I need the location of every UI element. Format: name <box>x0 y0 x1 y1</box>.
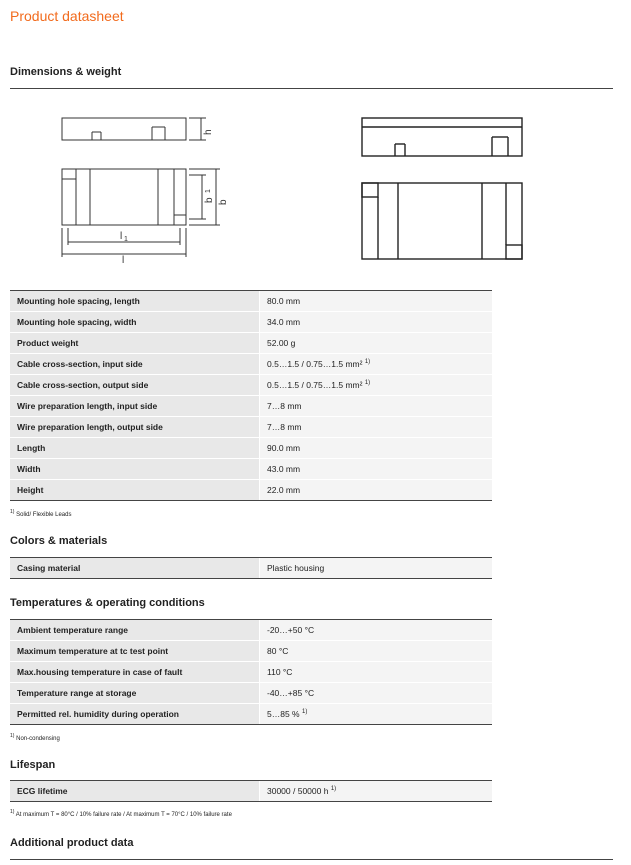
dim-label-b1-sub: 1 <box>205 189 212 193</box>
table-row <box>10 641 492 662</box>
table-row <box>10 417 492 438</box>
spec-value <box>260 396 493 417</box>
spec-value <box>260 375 493 396</box>
table-row <box>10 333 492 354</box>
spec-label: Permitted rel. humidity during operation <box>10 704 260 725</box>
spec-value <box>260 558 493 579</box>
spec-label: Cable cross-section, output side <box>10 375 260 396</box>
table-row <box>10 620 492 641</box>
table-row <box>10 558 492 579</box>
spec-label: Max.housing temperature in case of fault <box>10 662 260 683</box>
footnote-marker: 1) <box>10 809 15 815</box>
spec-value <box>260 312 493 333</box>
dimensions-table <box>10 290 492 501</box>
section-heading-additional: Additional product data <box>10 837 134 849</box>
spec-value <box>260 459 493 480</box>
spec-value <box>260 683 493 704</box>
section-rule <box>10 88 613 89</box>
temperatures-footnote <box>10 733 60 742</box>
dimensions-footnote <box>10 509 72 518</box>
spec-value-text: -40…+85 °C <box>267 688 315 698</box>
section-heading-temperatures: Temperatures & operating conditions <box>10 597 205 609</box>
footnote-marker: 1) <box>364 359 371 366</box>
table-row <box>10 291 492 312</box>
table-row <box>10 683 492 704</box>
side-view-outline <box>62 118 186 140</box>
spec-value-text: 90.0 mm <box>267 443 301 453</box>
dim-label-h: h <box>203 129 214 135</box>
spec-value <box>260 333 493 354</box>
footnote-marker: 1) <box>10 509 15 515</box>
spec-value-text: 34.0 mm <box>267 317 301 327</box>
spec-value <box>260 662 493 683</box>
spec-label: ECG lifetime <box>10 781 260 802</box>
spec-value <box>260 354 493 375</box>
spec-label: Height <box>10 480 260 501</box>
section-rule <box>10 859 613 860</box>
spec-value-text: 5…85 % <box>267 709 300 719</box>
spec-label: Ambient temperature range <box>10 620 260 641</box>
table-row <box>10 662 492 683</box>
spec-label: Wire preparation length, output side <box>10 417 260 438</box>
spec-value-text: 22.0 mm <box>267 485 301 495</box>
spec-value-text: Plastic housing <box>267 563 325 573</box>
dim-label-b1: b <box>204 197 215 203</box>
spec-value-text: 7…8 mm <box>267 401 302 411</box>
spec-label: Maximum temperature at tc test point <box>10 641 260 662</box>
spec-label: Mounting hole spacing, length <box>10 291 260 312</box>
table-row <box>10 375 492 396</box>
top-view-photo-outline <box>362 183 522 259</box>
section-heading-colors: Colors & materials <box>10 535 108 547</box>
footnote-marker: 1) <box>364 380 371 387</box>
spec-value-text: 30000 / 50000 h <box>267 786 329 796</box>
spec-value-text: 110 °C <box>267 667 293 677</box>
footnote-text: At maximum T = 80°C / 10% failure rate / At maximum T = 70°C / 10% failure rate <box>14 812 232 818</box>
spec-value-text: 7…8 mm <box>267 422 302 432</box>
spec-label: Wire preparation length, input side <box>10 396 260 417</box>
footnote-marker: 1) <box>330 786 337 793</box>
footnote-text: Non-condensing <box>14 736 60 742</box>
table-row <box>10 781 492 802</box>
table-row <box>10 354 492 375</box>
spec-value-text: 0.5…1.5 / 0.75…1.5 mm² <box>267 359 363 369</box>
spec-label: Mounting hole spacing, width <box>10 312 260 333</box>
footnote-marker: 1) <box>301 709 308 716</box>
lifespan-table <box>10 780 492 802</box>
dim-label-l1-sub: 1 <box>124 236 128 243</box>
spec-label: Length <box>10 438 260 459</box>
spec-value-text: 0.5…1.5 / 0.75…1.5 mm² <box>267 380 363 390</box>
spec-value <box>260 291 493 312</box>
spec-value-text: 80.0 mm <box>267 296 301 306</box>
table-row <box>10 480 492 501</box>
section-heading-dimensions: Dimensions & weight <box>10 66 122 78</box>
dim-label-b: b <box>218 199 229 205</box>
spec-value-text: 43.0 mm <box>267 464 301 474</box>
document-title: Product datasheet <box>10 8 124 24</box>
spec-value <box>260 417 493 438</box>
spec-value-text: 80 °C <box>267 646 289 656</box>
dim-label-l1: l <box>120 231 123 242</box>
top-view-outline <box>62 169 186 225</box>
spec-value <box>260 438 493 459</box>
spec-value <box>260 480 493 501</box>
spec-value <box>260 641 493 662</box>
table-row <box>10 396 492 417</box>
spec-label: Cable cross-section, input side <box>10 354 260 375</box>
dim-label-l: l <box>122 255 125 266</box>
table-row <box>10 312 492 333</box>
spec-value <box>260 781 493 802</box>
spec-label: Casing material <box>10 558 260 579</box>
spec-value-text: 52.00 g <box>267 338 296 348</box>
spec-value <box>260 620 493 641</box>
spec-label: Product weight <box>10 333 260 354</box>
table-row <box>10 704 492 725</box>
temperatures-table <box>10 619 492 725</box>
colors-table <box>10 557 492 579</box>
footnote-text: Solid/ Flexible Leads <box>14 512 72 518</box>
spec-label: Temperature range at storage <box>10 683 260 704</box>
spec-value-text: -20…+50 °C <box>267 625 315 635</box>
section-heading-lifespan: Lifespan <box>10 759 56 771</box>
footnote-marker: 1) <box>10 733 15 739</box>
table-row <box>10 438 492 459</box>
spec-label: Width <box>10 459 260 480</box>
table-row <box>10 459 492 480</box>
lifespan-footnote <box>10 809 232 818</box>
dimension-drawings <box>40 105 580 275</box>
spec-value <box>260 704 493 725</box>
